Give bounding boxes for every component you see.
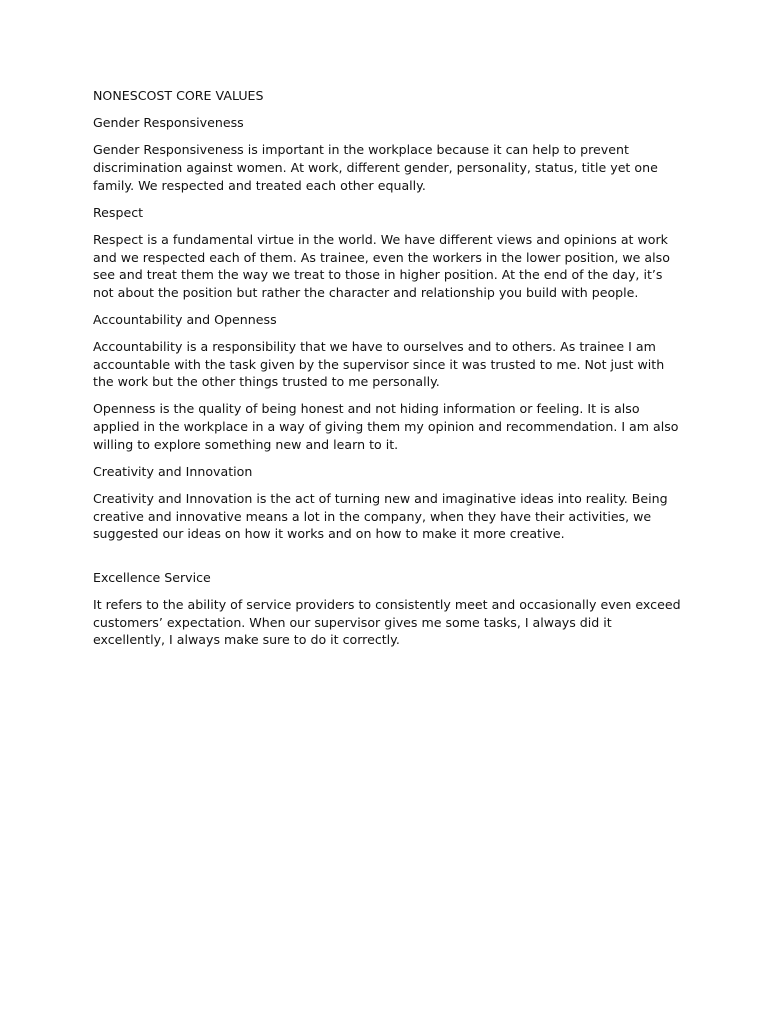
section-heading-gender-responsiveness: Gender Responsiveness — [93, 115, 244, 131]
document-body — [93, 87, 683, 658]
paragraph-respect: Respect is a fundamental virtue in the world. We have different views and opinions at work and we respected each of them. As trainee, even the workers in the lower position, we also see and treat them the way we treat to those in higher position. At the end of the day, it’s not about the position but rather the character and relationship you build with people. — [93, 231, 670, 300]
section-heading-excellence-service: Excellence Service — [93, 569, 211, 585]
document-title: NONESCOST CORE VALUES — [93, 88, 264, 103]
paragraph-creativity-innovation: Creativity and Innovation is the act of turning new and imaginative ideas into reality. Being creative and innovative means a lot in the company, when they have their activities, we suggested our ideas on how it works and on how to make it more creative. — [93, 491, 668, 542]
section-heading-creativity-innovation: Creativity and Innovation — [93, 463, 253, 479]
section-heading-accountability-openness: Accountability and Openness — [93, 311, 277, 327]
paragraph-accountability: Accountability is a responsibility that we have to ourselves and to others. As trainee I am accountable with the task given by the supervisor since it was trusted to me. Not just with the work but the other things trusted to me personally. — [93, 339, 665, 390]
section-heading-respect: Respect — [93, 204, 144, 220]
paragraph-excellence-service: It refers to the ability of service providers to consistently meet and occasionally even exceed customers’ expectation. When our supervisor gives me some tasks, I always did it excellently, I always make sure to do it correctly. — [93, 597, 681, 648]
paragraph-gender-responsiveness: Gender Responsiveness is important in the workplace because it can help to prevent discrimination against women. At work, different gender, personality, status, title yet one family. We respected and treated each other equally. — [93, 142, 658, 193]
paragraph-openness: Openness is the quality of being honest and not hiding information or feeling. It is also applied in the workplace in a way of giving them my opinion and recommendation. I am also willing to explore something new and learn to it. — [93, 401, 679, 452]
